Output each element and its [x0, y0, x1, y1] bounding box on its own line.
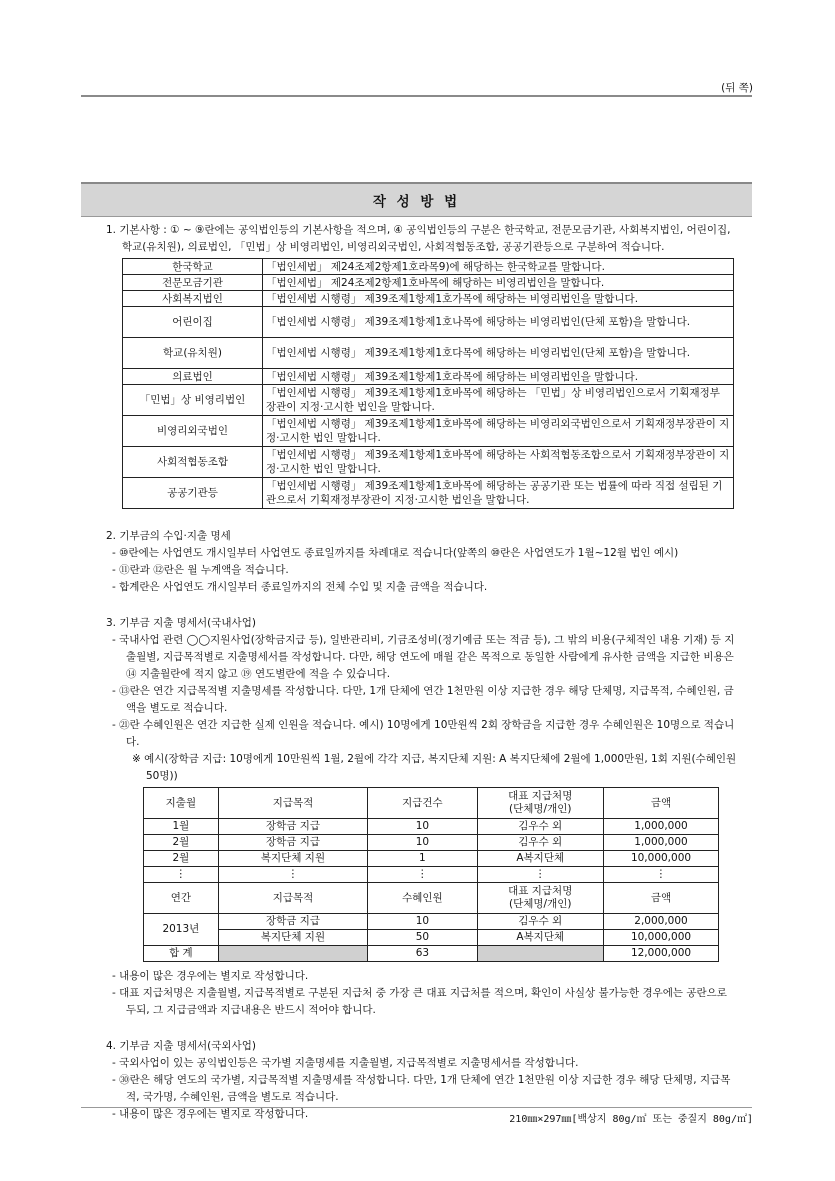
table-cell: 김우수 외	[477, 914, 604, 930]
blank-cell	[477, 946, 604, 962]
table-cell: 1	[368, 851, 477, 867]
example-table	[143, 787, 719, 962]
table-row	[144, 867, 719, 883]
table-cell: 1월	[144, 819, 219, 835]
table-cell: ⋮	[477, 867, 604, 883]
table-cell: 1,000,000	[604, 835, 719, 851]
section3-items	[106, 632, 740, 751]
entity-type-definition: 「법인세법 시행령」 제39조제1항제1호나목에 해당하는 비영리법인(단체 포함)을 말합니다.	[263, 307, 734, 338]
table-row	[144, 835, 719, 851]
table-cell: A복지단체	[477, 930, 604, 946]
instruction-item: - 국내사업 관련 ◯◯지원사업(장학금지급 등), 일반관리비, 기금조성비(정기예금 또는 적금 등), 그 밖의 비용(구체적인 내용 기재) 등 지출월별, 지급목적별로 지출명세서를 작성합니다. 다만, 해당 연도에 매월 같은 목적으로 동일한 사람에게 유사한 금액을 지급한 비용은 ⑭ 지출월란에 적지 않고 ⑲ 연도별란에 적을 수 있습니다.	[112, 634, 735, 680]
entity-type-row	[123, 259, 734, 275]
example-note: ※ 예시(장학금 지급: 10명에게 10만원씩 1월, 2월에 각각 지급, 복지단체 지원: A 복지단체에 2월에 1,000만원, 1회 지원(수혜인원 50명))	[132, 753, 737, 782]
instruction-item: - ⑪란과 ⑫란은 월 누계액을 적습니다.	[112, 564, 289, 576]
entity-type-row	[123, 385, 734, 416]
entity-type-row	[123, 416, 734, 447]
year-cell: 2013년	[144, 914, 219, 946]
instruction-item: - ⑩란에는 사업연도 개시일부터 사업연도 종료일까지를 차례대로 적습니다(앞쪽의 ⑩란은 사업연도가 1월~12월 법인 예시)	[112, 547, 679, 559]
total-count: 63	[368, 946, 477, 962]
footer-rule	[81, 1107, 752, 1108]
table-cell: A복지단체	[477, 851, 604, 867]
entity-type-row	[123, 447, 734, 478]
instruction-item: - ⑬란은 연간 지급목적별 지출명세를 작성합니다. 다만, 1개 단체에 연간 1천만원 이상 지급한 경우 해당 단체명, 지급목적, 수혜인원, 금액을 별도로 적습니다.	[112, 685, 734, 714]
column-header: 대표 지급처명 (단체명/개인)	[477, 788, 604, 819]
entity-type-name: 한국학교	[123, 259, 263, 275]
entity-type-name: 공공기관등	[123, 478, 263, 509]
table-row	[144, 883, 719, 914]
table-cell: 장학금 지급	[218, 819, 368, 835]
entity-type-row	[123, 369, 734, 385]
instruction-item: - ㉚란은 해당 연도의 국가별, 지급목적별 지출명세를 작성합니다. 다만, 1개 단체에 연간 1천만원 이상 지급한 경우 해당 단체명, 지급목적, 국가명, 수혜인원, 금액을 별도로 적습니다.	[112, 1074, 731, 1103]
column-header: 금액	[604, 883, 719, 914]
section2-heading: 2. 기부금의 수입·지출 명세	[106, 530, 231, 542]
table-cell: 50	[368, 930, 477, 946]
entity-type-name: 의료법인	[123, 369, 263, 385]
table-row	[144, 946, 719, 962]
entity-type-definition: 「법인세법 시행령」 제39조제1항제1호바목에 해당하는 「민법」상 비영리법인으로서 기획재정부장관이 지정·고시한 법인을 말합니다.	[263, 385, 734, 416]
entity-type-name: 사회복지법인	[123, 291, 263, 307]
instruction-item: - 대표 지급처명은 지출월별, 지급목적별로 구분된 지급처 중 가장 큰 대표 지급처를 적으며, 확인이 사실상 불가능한 경우에는 공란으로 두되, 그 지급금액과 지급내용은 반드시 적어야 합니다.	[112, 987, 727, 1016]
table-cell: 10	[368, 819, 477, 835]
section3-after	[106, 968, 740, 1019]
table-row	[144, 851, 719, 867]
table-row	[144, 930, 719, 946]
table-cell: 10,000,000	[604, 930, 719, 946]
entity-type-name: 사회적협동조합	[123, 447, 263, 478]
table-cell: ⋮	[604, 867, 719, 883]
top-rule	[81, 95, 752, 97]
entity-type-name: 비영리외국법인	[123, 416, 263, 447]
section4-heading: 4. 기부금 지출 명세서(국외사업)	[106, 1040, 256, 1052]
total-amount: 12,000,000	[604, 946, 719, 962]
table-cell: 복지단체 지원	[218, 851, 368, 867]
table-cell: 김우수 외	[477, 819, 604, 835]
entity-type-definition: 「법인세법」 제24조제2항제1호라목9)에 해당하는 한국학교를 말합니다.	[263, 259, 734, 275]
table-cell: 10	[368, 914, 477, 930]
total-label: 합 계	[144, 946, 219, 962]
table-cell: 2,000,000	[604, 914, 719, 930]
table-cell: 김우수 외	[477, 835, 604, 851]
column-header: 지출월	[144, 788, 219, 819]
instruction-item: - 내용이 많은 경우에는 별지로 작성합니다.	[112, 970, 309, 982]
entity-type-name: 「민법」상 비영리법인	[123, 385, 263, 416]
section1-text: 1. 기본사항 : ① ~ ⑨란에는 공익법인등의 기본사항을 적으며, ④ 공익법인등의 구분은 한국학교, 전문모금기관, 사회복지법인, 어린이집, 학교(유치원), 의료법인, 「민법」상 비영리법인, 비영리외국법인, 사회적협동조합, 공공기관등으로 구분하여 적습니다.	[106, 224, 731, 253]
table-cell: 10,000,000	[604, 851, 719, 867]
table-cell: ⋮	[368, 867, 477, 883]
entity-type-row	[123, 338, 734, 369]
column-header: 금액	[604, 788, 719, 819]
paper-spec: 210㎜×297㎜[백상지 80g/㎡ 또는 중질지 80g/㎡]	[509, 1114, 753, 1125]
table-cell: ⋮	[144, 867, 219, 883]
table-cell: 2월	[144, 851, 219, 867]
table-row	[144, 788, 719, 819]
column-header: 대표 지급처명 (단체명/개인)	[477, 883, 604, 914]
section2-items	[106, 545, 740, 596]
entity-type-name: 전문모금기관	[123, 275, 263, 291]
table-cell: 2월	[144, 835, 219, 851]
entity-type-definition: 「법인세법 시행령」 제39조제1항제1호바목에 해당하는 사회적협동조합으로서 기획재정부장관이 지정·고시한 법인 말합니다.	[263, 447, 734, 478]
instruction-item: - 국외사업이 있는 공익법인등은 국가별 지출명세를 지출월별, 지급목적별로 지출명세서를 작성합니다.	[112, 1057, 579, 1069]
blank-cell	[218, 946, 368, 962]
table-cell: ⋮	[218, 867, 368, 883]
column-header: 지급건수	[368, 788, 477, 819]
column-header: 지급목적	[218, 788, 368, 819]
instruction-item: - 내용이 많은 경우에는 별지로 작성합니다.	[112, 1108, 309, 1120]
entity-type-definition: 「법인세법 시행령」 제39조제1항제1호바목에 해당하는 공공기관 또는 법률에 따라 직접 설립된 기관으로서 기획재정부장관이 지정·고시한 법인을 말합니다.	[263, 478, 734, 509]
table-cell: 복지단체 지원	[218, 930, 368, 946]
entity-type-definition: 「법인세법 시행령」 제39조제1항제1호라목에 해당하는 비영리법인을 말합니다.	[263, 369, 734, 385]
entity-type-table	[122, 258, 734, 509]
entity-type-row	[123, 275, 734, 291]
column-header: 연간	[144, 883, 219, 914]
instruction-item: - 합계란은 사업연도 개시일부터 종료일까지의 전체 수입 및 지출 금액을 적습니다.	[112, 581, 488, 593]
instruction-item: - ㉑란 수혜인원은 연간 지급한 실제 인원을 적습니다. 예시) 10명에게 10만원씩 2회 장학금을 지급한 경우 수혜인원은 10명으로 적습니다.	[112, 719, 735, 748]
table-cell: 1,000,000	[604, 819, 719, 835]
entity-type-definition: 「법인세법」 제24조제2항제1호바목에 해당하는 비영리법인을 말합니다.	[263, 275, 734, 291]
entity-type-definition: 「법인세법 시행령」 제39조제1항제1호가목에 해당하는 비영리법인을 말합니다.	[263, 291, 734, 307]
entity-type-row	[123, 307, 734, 338]
table-cell: 10	[368, 835, 477, 851]
entity-type-row	[123, 478, 734, 509]
page-label: (뒤 쪽)	[721, 82, 753, 94]
entity-type-definition: 「법인세법 시행령」 제39조제1항제1호다목에 해당하는 비영리법인(단체 포함)을 말합니다.	[263, 338, 734, 369]
entity-type-row	[123, 291, 734, 307]
entity-type-definition: 「법인세법 시행령」 제39조제1항제1호바목에 해당하는 비영리외국법인으로서 기획재정부장관이 지정·고시한 법인 말합니다.	[263, 416, 734, 447]
entity-type-name: 학교(유치원)	[123, 338, 263, 369]
table-cell: 장학금 지급	[218, 835, 368, 851]
column-header: 수혜인원	[368, 883, 477, 914]
column-header: 지급목적	[218, 883, 368, 914]
instructions-body	[106, 222, 740, 1123]
table-cell: 장학금 지급	[218, 914, 368, 930]
table-row	[144, 914, 719, 930]
table-row	[144, 819, 719, 835]
section3-heading: 3. 기부금 지출 명세서(국내사업)	[106, 617, 256, 629]
entity-type-name: 어린이집	[123, 307, 263, 338]
section-title: 작 성 방 법	[81, 182, 752, 217]
